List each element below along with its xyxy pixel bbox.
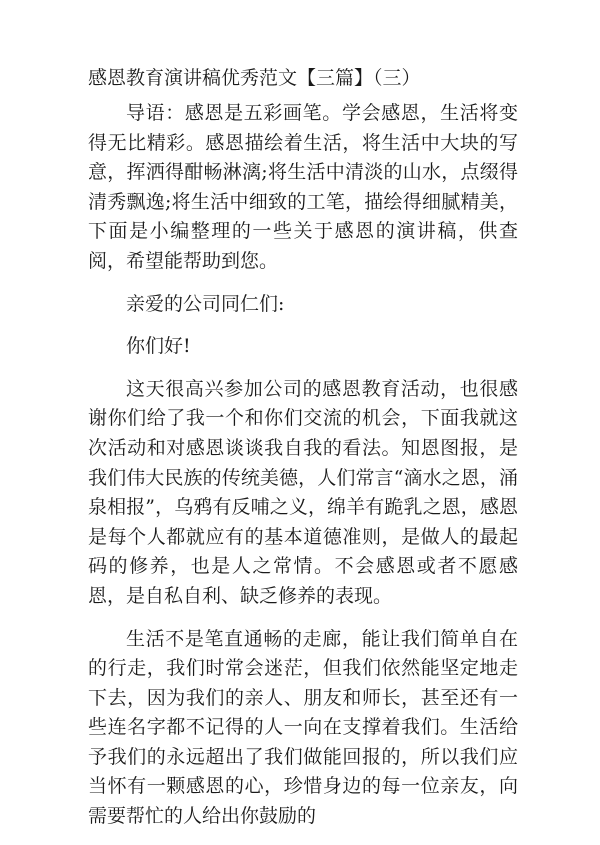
document-title: 感恩教育演讲稿优秀范文【三篇】（三） [88,67,421,89]
paragraph-salutation: 亲爱的公司同仁们: [126,292,285,315]
paragraph-intro: 导语：感恩是五彩画笔。学会感恩，生活将变得无比精彩。感恩描绘着生活，将生活中大块的写意，挥洒得酣畅淋漓;将生活中清淡的山水，点缀得清秀飘逸;将生活中细致的工笔，描绘得细腻精美，下面是小编整理的一些关于感恩的演讲稿，供查阅，希望能帮助到您。 [88,102,518,272]
document-body [88,99,518,845]
paragraph-greeting: 你们好! [126,335,191,358]
paragraph-body-1: 这天很高兴参加公司的感恩教育活动，也很感谢你们给了我一个和你们交流的机会，下面我就这次活动和对感恩谈谈我自我的看法。知恩图报，是我们伟大民族的传统美德，人们常言“滴水之恩，涌泉相报”，乌鸦有反哺之义，绵羊有跪乳之恩，感恩是每个人都就应有的基本道德准则，是做人的最起码的修养，也是人之常情。不会感恩或者不愿感恩，是自私自利、缺乏修养的表现。 [88,377,518,607]
paragraph-body-2: 生活不是笔直通畅的走廊，能让我们简单自在的行走，我们时常会迷茫，但我们依然能坚定地走下去，因为我们的亲人、朋友和师长，甚至还有一些连名字都不记得的人一向在支撑着我们。生活给予我们的永远超出了我们做能回报的，所以我们应当怀有一颗感恩的心，珍惜身边的每一位亲友，向需要帮忙的人给出你鼓励的 [88,627,518,828]
